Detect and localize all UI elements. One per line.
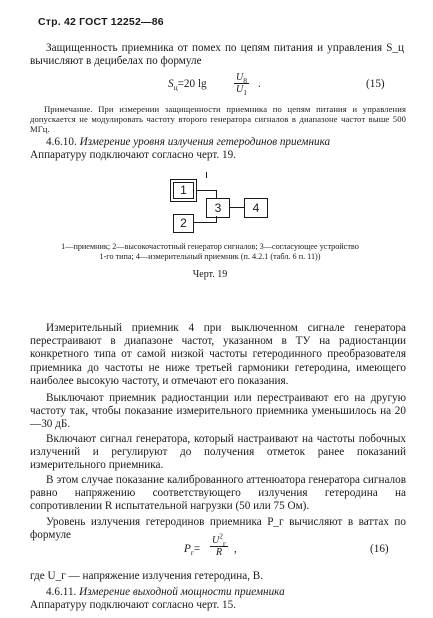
equation-number-16: (16) <box>370 543 389 555</box>
paragraph-attenuator: В этом случае показание калиброванного аттенюатора генератора сигналов равно напряжению соответствующего излучения гетеродина на сопротивлении R испытательной нагрузки (50 или 75 Ом). <box>30 474 406 513</box>
paragraph-switch-off: Выключают приемник радиостанции или перестраивают его на другую частоту так, чтобы показание измерительного приемника уменьшилось на 20—30 дБ. <box>30 392 406 431</box>
note: Примечание. При измерении защищенности приемника по цепям питания и управления допускается не модулировать частоту второго генератора сигналов в диапазоне частот выше 500 МГц. <box>30 104 406 134</box>
section-4-6-11: 4.6.11. Измерение выходной мощности приемника Аппаратуру подключают согласно черт. 15. <box>30 586 285 612</box>
connector-2-3 <box>193 222 216 223</box>
connector-1-3 <box>196 190 216 191</box>
connector-1-3-down <box>216 190 217 199</box>
formula-16: $P_г=$ $U^2_г$ R , (16) <box>184 531 389 558</box>
formula-lhs: $S_ц=20$ lg <box>168 78 207 93</box>
figure-caption: 1—приемник; 2—высокочастотный генератор сигналов; 3—согласующее устройство 1-го типа; 4—измерительный приемник (п. 4.2.1 (табл. 6 п. 11)) <box>61 242 359 261</box>
block-receiver: 1 <box>173 182 194 199</box>
connector-top-tick <box>206 172 207 178</box>
connector-3-4 <box>229 207 244 208</box>
figure-label: Черт. 19 <box>192 269 228 280</box>
block-generator: 2 <box>173 214 194 233</box>
formula-15: $S_ц=20$ lg $\frac{U_8}{U_1}$ . (15) <box>168 72 385 97</box>
paragraph-protection: Защищенность приемника от помех по цепям питания и управления S_ц вычисляют в децибелах по формуле <box>30 42 404 68</box>
paragraph-switch-on: Включают сигнал генератора, который настраивают на частоты побочных излучений и регулируют до получения отметок ранее показаний измерительного приемника. <box>30 433 406 472</box>
paragraph-level: Уровень излучения гетеродинов приемника P_г вычисляют в ваттах по формуле <box>30 516 406 542</box>
connector-2-3-up <box>216 216 217 223</box>
paragraph-where: где U_г — напряжение излучения гетеродина, В. <box>30 570 264 582</box>
block-matching-device: 3 <box>206 198 230 218</box>
formula-lhs: $P_г=$ <box>184 543 201 558</box>
paragraph-measuring: Измерительный приемник 4 при выключенном сигнале генератора перестраивают в диапазоне частот, указанном в ТУ на радиостанции конкретного типа от самой низкой частоты гетеродинного преобразователя приемника до частоты не ниже третьей гармоники гетеродина, имеющего наиболее высокую частоту, и отмечают его показания. <box>30 322 406 387</box>
block-measuring-receiver: 4 <box>244 198 268 218</box>
section-4-6-10: 4.6.10. Измерение уровня излучения гетеродинов приемника Аппаратуру подключают согласно черт. 19. <box>30 136 331 162</box>
page-header: Стр. 42 ГОСТ 12252—86 <box>38 16 164 28</box>
equation-number-15: (15) <box>366 78 385 90</box>
formula-fraction: $U^2_г$ R <box>212 531 227 558</box>
formula-fraction: $\frac{U_8}{U_1}$ <box>236 72 247 97</box>
